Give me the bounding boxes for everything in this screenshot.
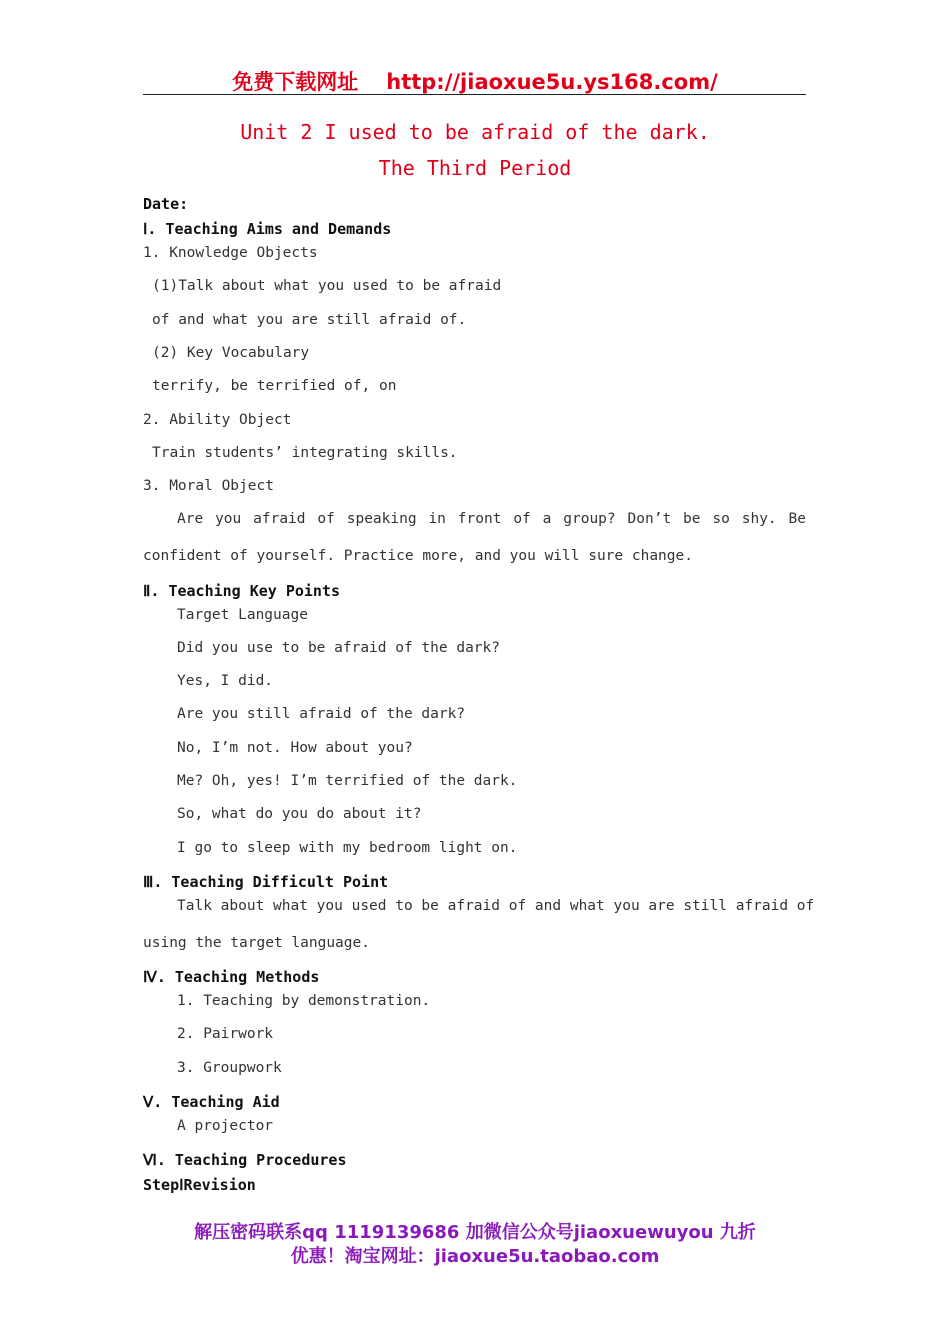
body-line: No, I’m not. How about you? (177, 740, 413, 756)
body-line: Talk about what you used to be afraid of and what you are still afraid of (177, 898, 815, 914)
section-heading-procedures: Ⅵ. Teaching Procedures (143, 1151, 347, 1169)
footer-shop-line: 优惠！淘宝网址：jiaoxue5u.taobao.com (290, 1246, 660, 1267)
step-heading: StepⅠRevision (143, 1176, 256, 1194)
body-line: confident of yourself. Practice more, and you will sure change. (143, 548, 693, 564)
body-line: I go to sleep with my bedroom light on. (177, 840, 518, 856)
header-url-link[interactable]: http://jiaoxue5u.ys168.com/ (386, 70, 718, 94)
body-line: 3. Groupwork (177, 1060, 282, 1076)
footer-contact-line: 解压密码联系qq 1119139686 加微信公众号jiaoxuewuyou 九折 (194, 1222, 756, 1243)
header-divider (143, 94, 806, 95)
section-heading-key-points: Ⅱ. Teaching Key Points (143, 582, 341, 600)
body-line: (2) Key Vocabulary (152, 345, 310, 361)
body-line: Yes, I did. (177, 673, 274, 689)
section-heading-aid: Ⅴ. Teaching Aid (143, 1093, 280, 1111)
date-label: Date: (143, 195, 189, 213)
section-heading-methods: Ⅳ. Teaching Methods (143, 968, 320, 986)
body-line: Did you use to be afraid of the dark? (177, 640, 501, 656)
body-line: Train students’ integrating skills. (152, 445, 458, 461)
body-line: Me? Oh, yes! I’m terrified of the dark. (177, 773, 518, 789)
header-label: 免费下载网址 (232, 70, 359, 94)
body-line: Are you still afraid of the dark? (177, 706, 466, 722)
body-line: Are you afraid of speaking in front of a group? Don’t be so shy. Be (177, 511, 806, 527)
document-subtitle: The Third Period (378, 156, 572, 180)
body-line: 1. Teaching by demonstration. (177, 993, 431, 1009)
body-line: 2. Pairwork (177, 1026, 274, 1042)
document-title: Unit 2 I used to be afraid of the dark. (240, 120, 710, 144)
body-line: using the target language. (143, 935, 370, 951)
header-banner (0, 66, 950, 96)
body-line: terrify, be terrified of, on (152, 378, 397, 394)
body-line: of and what you are still afraid of. (152, 312, 467, 328)
body-line: Target Language (177, 607, 308, 623)
body-line: 2. Ability Object (143, 412, 292, 428)
body-line: 3. Moral Object (143, 478, 274, 494)
body-line: So, what do you do about it? (177, 806, 422, 822)
section-heading-aims: Ⅰ. Teaching Aims and Demands (143, 220, 392, 238)
body-line: (1)Talk about what you used to be afraid (152, 278, 502, 294)
body-line: 1. Knowledge Objects (143, 245, 318, 261)
section-heading-difficult-point: Ⅲ. Teaching Difficult Point (143, 873, 389, 891)
body-line: A projector (177, 1118, 274, 1134)
